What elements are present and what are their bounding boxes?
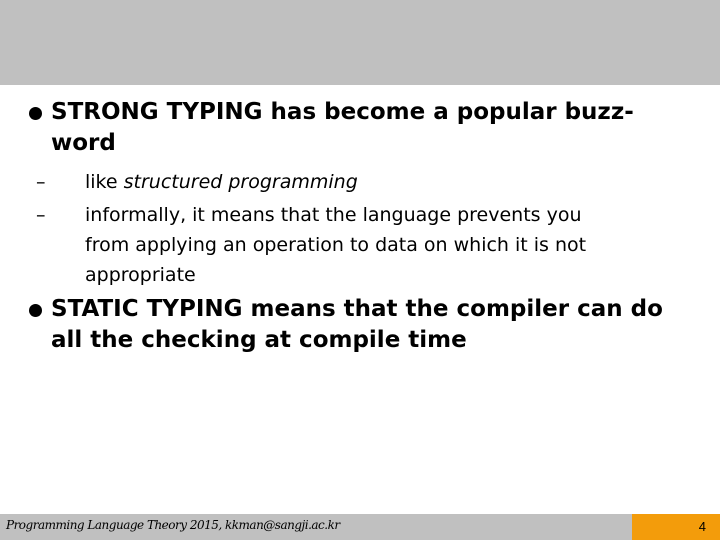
sub-bullet-text	[85, 200, 675, 290]
sub-bullet-line: informally, it means that the language prevents you	[85, 204, 582, 226]
bullet-line: word	[51, 130, 116, 156]
sub-bullet-text	[85, 167, 675, 197]
page-number: 4	[698, 519, 706, 534]
bullet-line: all the checking at compile time	[51, 327, 467, 353]
sub-bullet-prefix: like	[85, 171, 124, 193]
dash-marker: –	[36, 204, 46, 226]
footer-text: Programming Language Theory 2015, kkman@sangji.ac.kr	[6, 518, 340, 532]
bullet-line: STRONG TYPING has become a popular buzz-	[51, 99, 634, 125]
sub-bullet-line: appropriate	[85, 264, 196, 286]
sub-bullet-line: from applying an operation to data on which it is not	[85, 234, 587, 256]
bullet-dot-icon	[29, 107, 42, 120]
page-number-box	[632, 514, 720, 540]
bullet-line: STATIC TYPING means that the compiler can do	[51, 296, 663, 322]
sub-bullet-emphasis: structured programming	[123, 171, 358, 193]
dash-marker: –	[36, 171, 46, 193]
bullet-text	[51, 97, 681, 159]
bullet-dot-icon	[29, 304, 42, 317]
bullet-text	[51, 294, 681, 356]
footer-bar	[0, 514, 632, 540]
